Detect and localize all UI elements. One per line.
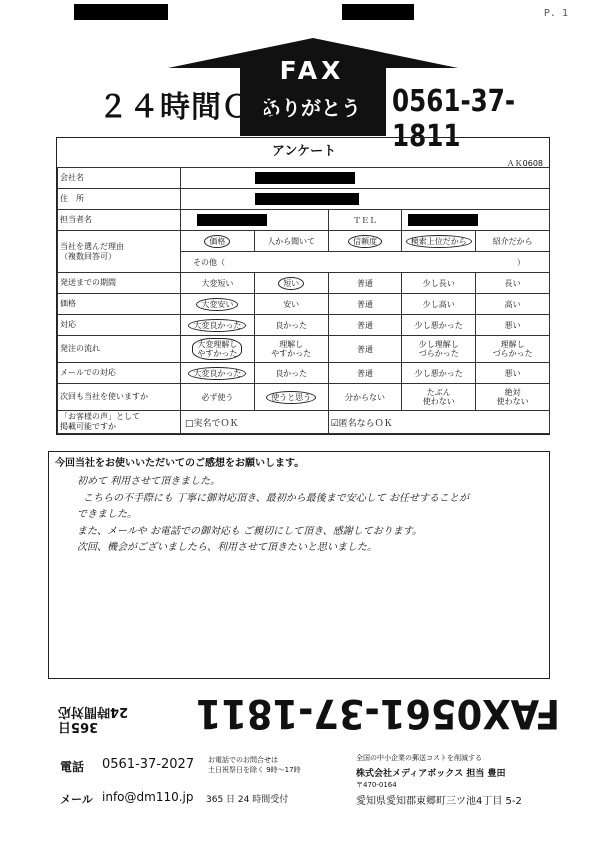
row-label: メールでの対応: [58, 363, 181, 384]
option: 紹介だから: [476, 231, 550, 252]
address-field: [181, 189, 550, 210]
table-row: [58, 189, 550, 210]
mail-note: 365 日 24 時間受付: [206, 795, 289, 805]
circled-option: 価格: [204, 235, 230, 248]
table-row: [58, 168, 550, 189]
comment-line: こちらの不手際にも 丁寧に御対応頂き、最初から最後まで安心して お任せすることが: [83, 493, 469, 504]
comment-line: 初めて 利用させて頂きました。: [77, 476, 221, 487]
option: 安い: [254, 294, 328, 315]
option-anonymous: ☑匿名ならＯＫ: [328, 411, 549, 434]
option: 分からない: [328, 384, 402, 411]
row-label: 担当者名: [58, 210, 181, 231]
option: 悪い: [476, 363, 550, 384]
row-label: 「お客様の声」として 掲載可能ですか: [58, 411, 181, 434]
tel-field: [402, 210, 550, 231]
row-label: 会社名: [58, 168, 181, 189]
option: 悪い: [476, 315, 550, 336]
comment-line: また、メールや お電話での御対応も ご親切にして頂き、感謝しております。: [77, 526, 422, 537]
phone-note: お電話でのお問合せは: [208, 756, 278, 764]
option: 人から聞いて: [254, 231, 328, 252]
option: 大変短い: [181, 273, 255, 294]
circled-option: 検索上位だから: [406, 235, 472, 248]
row-label: 次回も当社を使いますか: [58, 384, 181, 411]
company-address: 愛知県愛知郡東郷町三ツ池4丁目 5-2: [356, 796, 522, 807]
redaction: [255, 172, 355, 184]
circled-option: 大変良かった: [188, 367, 246, 380]
option: 少し高い: [402, 294, 476, 315]
option: [328, 231, 402, 252]
tel-label: ＴＥＬ: [328, 210, 402, 231]
option: 少し悪かった: [402, 315, 476, 336]
row-label: 価格: [58, 294, 181, 315]
company-tagline: 全国の中小企業の郵送コストを削減する: [356, 754, 482, 762]
circled-option: 信頼度: [348, 235, 382, 248]
option: [181, 294, 255, 315]
table-row: [58, 294, 550, 315]
option: たぶん 使わない: [402, 384, 476, 411]
form-code: ＡＫ0608: [506, 159, 543, 168]
fax-number: 0561-37-1811: [392, 84, 516, 154]
option: 少し理解し づらかった: [402, 336, 476, 363]
comment-line: できました。: [77, 509, 137, 520]
page-number: P. 1: [543, 8, 568, 19]
fax-label: FAX: [279, 56, 345, 85]
option: 普通: [328, 363, 402, 384]
contact-field: [181, 210, 329, 231]
option: 普通: [328, 315, 402, 336]
survey-table: [57, 167, 550, 434]
table-row: [58, 336, 550, 363]
company-name: 株式会社メディアボックス 担当 豊田: [356, 769, 506, 779]
mail-label: メール: [60, 793, 93, 806]
other-option: [181, 252, 550, 273]
option: [402, 231, 476, 252]
redaction: [255, 193, 359, 205]
option: 良かった: [254, 363, 328, 384]
option: 少し長い: [402, 273, 476, 294]
option: [181, 336, 255, 363]
option: 理解し づらかった: [476, 336, 550, 363]
comment-box: [48, 451, 550, 679]
option: 少し悪かった: [402, 363, 476, 384]
company-field: [181, 168, 550, 189]
circled-option: 大変理解し やすかった: [192, 338, 242, 360]
thanks-label: ありがとう: [261, 96, 361, 120]
comment-title: 今回当社をお使いいただいてのご感想をお願いします。: [55, 458, 305, 469]
redaction: [197, 214, 267, 226]
phone-hours: 土日祝祭日を除く 9時〜17時: [208, 766, 301, 774]
zip-code: 〒470-0164: [356, 781, 397, 789]
redaction: [342, 4, 414, 20]
row-label: 発注の流れ: [58, 336, 181, 363]
table-row: [58, 384, 550, 411]
option: 普通: [328, 273, 402, 294]
open-24h-label: ２４時間ＯＫ: [98, 90, 284, 125]
upside-down-banner: [60, 688, 560, 736]
row-label: 当社を選んだ理由 （複数回答可）: [58, 231, 181, 273]
table-row: [58, 411, 550, 434]
other-label: その他（: [193, 257, 225, 267]
option: 必ず使う: [181, 384, 255, 411]
option: [181, 363, 255, 384]
circled-option: 大変良かった: [188, 319, 246, 332]
table-row: [58, 363, 550, 384]
survey-form: [56, 137, 550, 435]
banner-sub: [58, 704, 128, 734]
row-label: 住 所: [58, 189, 181, 210]
option: [254, 384, 328, 411]
option: [254, 273, 328, 294]
option: 良かった: [254, 315, 328, 336]
row-label: 対応: [58, 315, 181, 336]
banner-fax: FAX0561-37-1811: [195, 690, 560, 736]
redaction: [74, 4, 168, 20]
phone-number: 0561-37-2027: [102, 757, 195, 772]
table-row: [58, 315, 550, 336]
option: 普通: [328, 336, 402, 363]
table-row: [58, 231, 550, 252]
option: 普通: [328, 294, 402, 315]
phone-label: 電話: [60, 760, 85, 774]
survey-title: アンケート: [271, 144, 337, 159]
banner-sub-line: 365日: [58, 719, 99, 734]
option-real-name: □実名でＯＫ: [181, 411, 329, 434]
row-label: 発送までの期間: [58, 273, 181, 294]
table-row: [58, 210, 550, 231]
circled-option: 短い: [278, 277, 304, 290]
option: 理解し やすかった: [254, 336, 328, 363]
other-close: ）: [517, 257, 525, 267]
mail-address: info@dm110.jp: [102, 790, 194, 804]
circled-option: 使うと思う: [266, 391, 316, 404]
redaction: [408, 214, 478, 226]
option: [181, 315, 255, 336]
option: 高い: [476, 294, 550, 315]
comment-line: 次回、機会がございましたら、利用させて頂きたいと思いました。: [77, 542, 377, 553]
banner-sub-line: 24時間対応: [58, 704, 129, 719]
option: 絶対 使わない: [476, 384, 550, 411]
table-row: [58, 273, 550, 294]
option: 長い: [476, 273, 550, 294]
option: [181, 231, 255, 252]
circled-option: 大変安い: [196, 298, 238, 311]
